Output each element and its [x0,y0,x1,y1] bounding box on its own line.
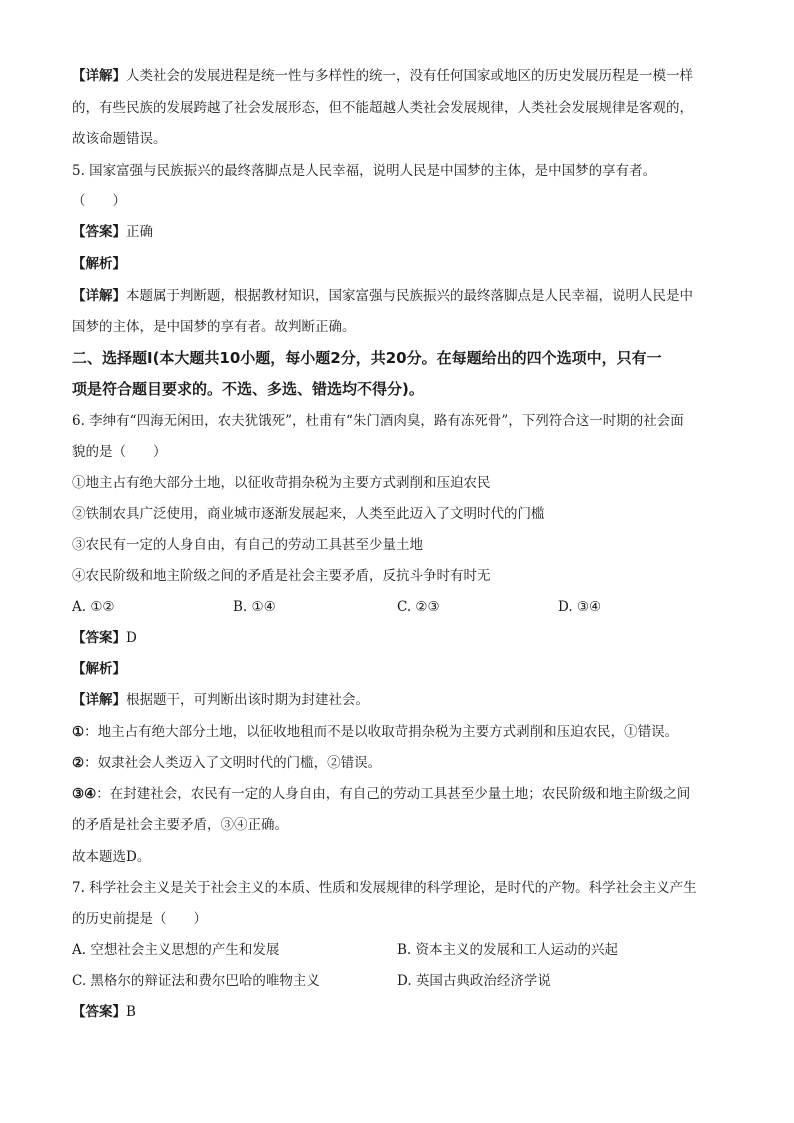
question-5: 5. 国家富强与民族振兴的最终落脚点是人民幸福，说明人民是中国梦的主体，是中国梦的享有者。 [72,163,657,179]
answer-line: 【答案】正确 [72,224,153,240]
question-6: 6. 李绅有“四海无闲田，农夫犹饿死”，杜甫有“朱门酒肉臭，路有冻死骨”，下列符合这一时期的社会面 [72,413,684,429]
statement-2: ②铁制农具广泛使用，商业城市逐渐发展起来，人类至此迈入了文明时代的门槛 [72,506,545,522]
text-line: 【详解】本题属于判断题，根据教材知识，国家富强与民族振兴的最终落脚点是人民幸福，说明人民是中 [72,288,693,304]
answer-line: 【答案】B [72,1004,136,1020]
answer-line: 【答案】D [72,630,137,646]
text-line: 的历史前提是（ ） [72,911,207,927]
option-a: A. ①② [72,599,115,615]
answer-blank: （ ） [72,193,126,209]
analysis-label: 【解析】 [72,661,126,677]
text-line: ③④：在封建社会，农民有一定的人身自由，有自己的劳动工具甚至少量土地；农民阶级和地主阶级之间 [72,786,691,802]
option-c: C. ②③ [397,599,440,615]
question-7: 7. 科学社会主义是关于社会主义的本质、性质和发展规律的科学理论，是时代的产物。科学社会主义产生 [72,880,697,896]
label-answer: 【答案】 [72,224,126,240]
text-line: 故该命题错误。 [72,131,167,147]
label-detail: 【详解】 [72,68,126,84]
statement-4: ④农民阶级和地主阶级之间的矛盾是社会主要矛盾，反抗斗争时有时无 [72,568,491,584]
text-line: 国梦的主体，是中国梦的享有者。故判断正确。 [72,319,356,335]
label-answer: 【答案】 [72,1004,126,1020]
text-line: ①：地主占有绝大部分土地，以征收地租而不是以收取苛捐杂税为主要方式剥削和压迫农民，①错误。 [72,724,679,740]
text-line: 故本题选D。 [72,849,151,865]
option-b: B. 资本主义的发展和工人运动的兴起 [397,942,619,958]
text-line: ②：奴隶社会人类迈入了文明时代的门槛，②错误。 [72,755,382,771]
text-line: 貌的是（ ） [72,444,167,460]
analysis-label: 【解析】 [72,256,126,272]
option-a: A. 空想社会主义思想的产生和发展 [72,942,280,958]
label-detail: 【详解】 [72,692,126,708]
text-line: 【详解】根据题干，可判断出该时期为封建社会。 [72,692,369,708]
section-heading: 二、选择题Ⅰ(本大题共10小题，每小题2分，共20分。在每题给出的四个选项中，只有一 [72,349,662,367]
label-answer: 【答案】 [72,630,126,646]
option-c: C. 黑格尔的辩证法和费尔巴哈的唯物主义 [72,973,320,989]
statement-3: ③农民有一定的人身自由，有自己的劳动工具甚至少量土地 [72,537,423,553]
text-line: 的矛盾是社会主要矛盾，③④正确。 [72,817,288,833]
text-line: 【详解】人类社会的发展进程是统一性与多样性的统一，没有任何国家或地区的历史发展历程是一模一样 [72,68,693,84]
label-detail: 【详解】 [72,288,126,304]
section-heading: 项是符合题目要求的。不选、多选、错选均不得分)。 [72,380,424,398]
option-d: D. 英国古典政治经济学说 [397,973,551,989]
option-d: D. ③④ [558,599,602,615]
option-b: B. ①④ [233,599,276,615]
statement-1: ①地主占有绝大部分土地，以征收苛捐杂税为主要方式剥削和压迫农民 [72,475,491,491]
text-line: 的，有些民族的发展跨越了社会发展形态，但不能超越人类社会发展规律，人类社会发展规律是客观的， [72,100,693,116]
